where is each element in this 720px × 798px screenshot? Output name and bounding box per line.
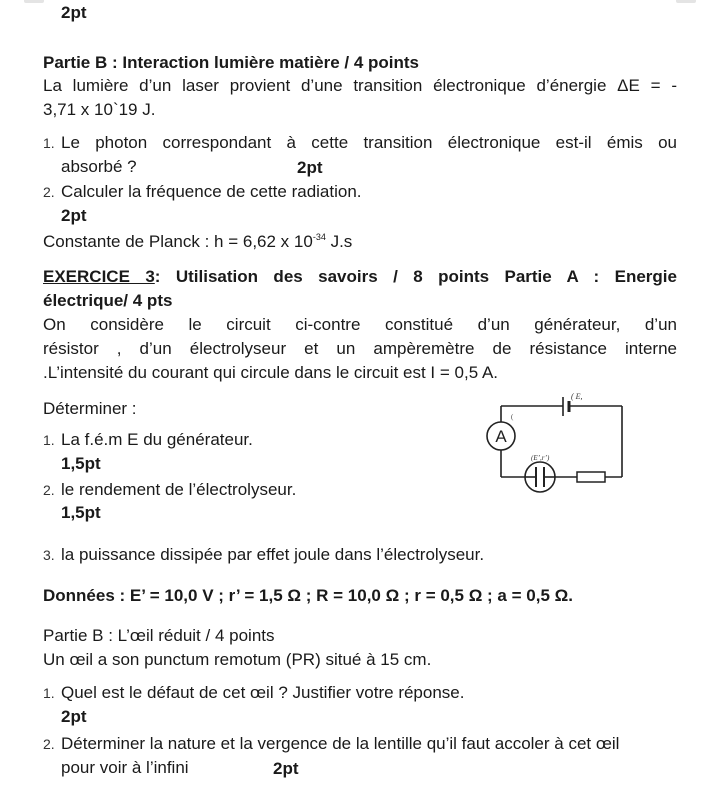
question-text: absorbé ? <box>61 157 137 176</box>
question-number: 3. <box>43 547 55 563</box>
question-number: 1. <box>43 432 55 448</box>
intro-line: La lumière d’un laser provient d’une transition électronique d’énergie ΔE = - <box>43 76 677 95</box>
paragraph-line: résistor , d’un électrolyseur et un ampèremètre de résistance interne <box>43 339 677 358</box>
exercise-title-continuation: électrique/ 4 pts <box>43 291 173 310</box>
question-item <box>43 131 677 155</box>
determine-label: Déterminer : <box>43 399 137 418</box>
question-text: le rendement de l’électrolyseur. <box>61 480 297 499</box>
points-label: 2pt <box>297 158 323 177</box>
section-title-partie-b-oeil: Partie B : L’œil réduit / 4 points <box>43 626 275 645</box>
question-item <box>43 428 253 452</box>
generator-icon <box>563 397 569 416</box>
resistor-icon <box>577 472 605 482</box>
electrolyser-label: (E’,r’) <box>531 454 550 462</box>
question-continuation <box>61 155 137 179</box>
points-label: 2pt <box>61 707 87 726</box>
question-text: Calculer la fréquence de cette radiation. <box>61 182 362 201</box>
paragraph-line: On considère le circuit ci-contre constitué d’un générateur, d’un <box>43 315 677 334</box>
question-item <box>43 478 296 502</box>
planck-constant <box>43 230 352 254</box>
question-text: Déterminer la nature et la vergence de la lentille qu’il faut accoler à cet œil <box>61 734 620 753</box>
planck-text: Constante de Planck : h = 6,62 x 10 <box>43 232 313 251</box>
points-label: 2pt <box>61 3 87 22</box>
question-number: 2. <box>43 736 55 752</box>
intro-line: 3,71 x 10`19 J. <box>43 100 156 119</box>
question-item <box>43 180 362 204</box>
question-item <box>43 732 619 756</box>
planck-unit: J.s <box>325 232 353 251</box>
question-continuation: pour voir à l’infini <box>61 758 189 777</box>
points-label: 1,5pt <box>61 503 101 522</box>
question-number: 1. <box>43 685 55 701</box>
question-text: Quel est le défaut de cet œil ? Justifier votre réponse. <box>61 683 465 702</box>
generator-label: ( E, <box>571 392 583 401</box>
exercise-title <box>43 265 677 289</box>
question-number: 1. <box>43 135 55 151</box>
intro-line: Un œil a son punctum remotum (PR) situé à 15 cm. <box>43 650 432 669</box>
scroll-edge-right <box>676 0 696 3</box>
paragraph-line: .L’intensité du courant qui circule dans le circuit est I = 0,5 A. <box>43 363 499 382</box>
question-item <box>43 543 484 567</box>
exercise-label: EXERCICE 3 <box>43 267 155 286</box>
question-number: 2. <box>43 184 55 200</box>
question-text: la puissance dissipée par effet joule dans l’électrolyseur. <box>61 545 485 564</box>
question-text: Le photon correspondant à cette transition électronique est-il émis ou <box>61 133 677 152</box>
section-title-partie-b-lumiere: Partie B : Interaction lumière matière / 4 points <box>43 53 419 72</box>
given-data: Données : E’ = 10,0 V ; r’ = 1,5 Ω ; R = 10,0 Ω ; r = 0,5 Ω ; a = 0,5 Ω. <box>43 586 573 605</box>
ammeter-label: A <box>495 427 507 446</box>
exercise-title-text: : Utilisation des savoirs / 8 points Partie A : Energie <box>154 267 677 286</box>
points-label: 2pt <box>273 759 299 778</box>
circuit-diagram <box>470 385 640 500</box>
ammeter-mark: ( <box>511 413 514 421</box>
points-label: 1,5pt <box>61 454 101 473</box>
question-number: 2. <box>43 482 55 498</box>
question-text: La f.é.m E du générateur. <box>61 430 253 449</box>
points-label: 2pt <box>61 206 87 225</box>
scroll-edge-left <box>24 0 44 3</box>
question-item <box>43 681 464 705</box>
planck-exponent: -34 <box>312 232 326 242</box>
